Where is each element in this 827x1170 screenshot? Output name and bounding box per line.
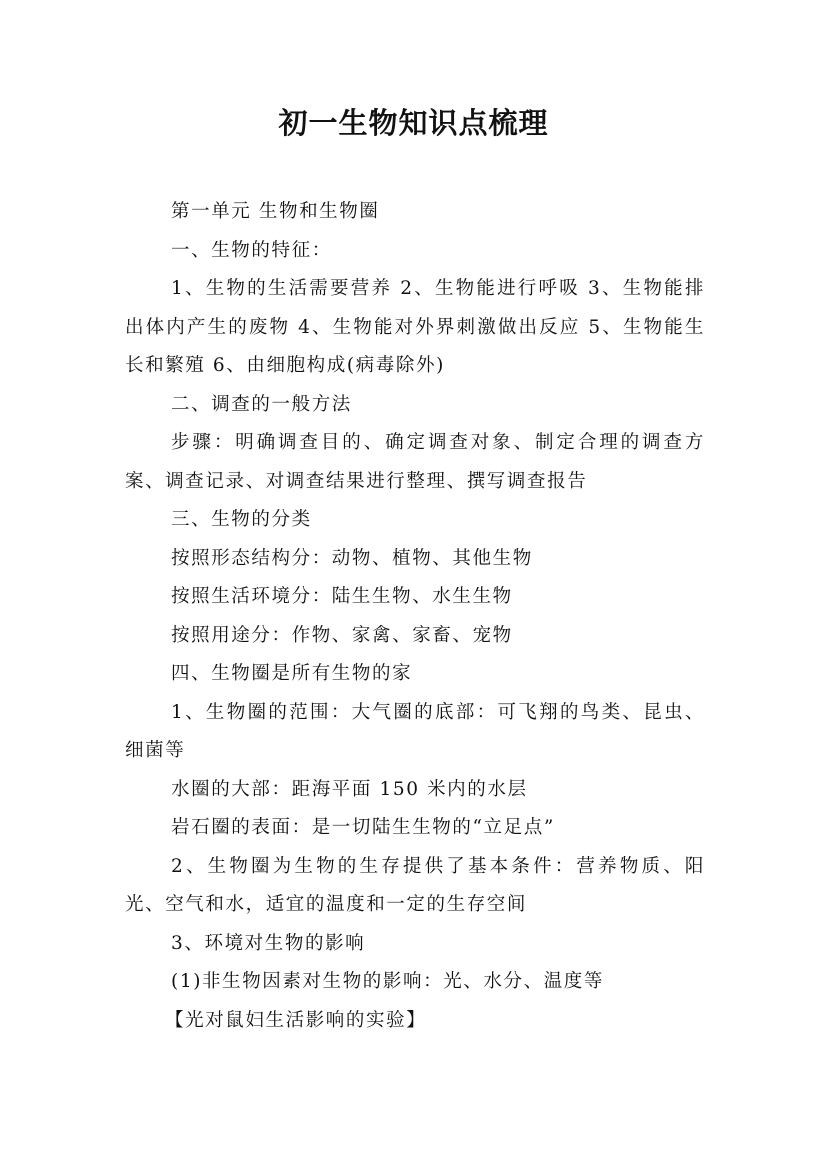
paragraph: 岩石圈的表面：是一切陆生生物的“立足点” [171,817,555,838]
section-heading: 一、生物的特征： [171,239,332,261]
paragraph: 2、生物圈为生物的生存提供了基本条件：营养物质、阳光、空气和水，适宜的温度和一定的生存空间 [125,855,705,915]
paragraph: 按照用途分：作物、家禽、家畜、宠物 [171,624,513,646]
paragraph: 按照形态结构分：动物、植物、其他生物 [171,547,533,569]
section-heading: 四、生物圈是所有生物的家 [171,663,413,684]
paragraph: 1、生物的生活需要营养 2、生物能进行呼吸 3、生物能排出体内产生的废物 4、生物能对外界刺激做出反应 5、生物能生长和繁殖 6、由细胞构成(病毒除外) [125,278,705,376]
paragraph: 1、生物圈的范围：大气圈的底部：可飞翔的鸟类、昆虫、细菌等 [125,701,705,761]
paragraph: 水圈的大部：距海平面 150 米内的水层 [171,778,528,800]
document-body [125,193,705,1040]
paragraph: 按照生活环境分：陆生生物、水生生物 [171,586,513,607]
section-heading: 三、生物的分类 [171,509,312,530]
paragraph: 3、环境对生物的影响 [171,932,366,954]
experiment-heading: 【光对鼠妇生活影响的实验】 [165,1009,427,1031]
paragraph: (1)非生物因素对生物的影响：光、水分、温度等 [171,971,605,992]
unit-heading: 第一单元 生物和生物圈 [171,201,380,222]
section-heading: 二、调查的一般方法 [171,393,352,415]
document-title: 初一生物知识点梳理 [278,106,549,140]
paragraph: 步骤：明确调查目的、确定调查对象、制定合理的调查方案、调查记录、对调查结果进行整理、撰写调查报告 [125,432,705,492]
